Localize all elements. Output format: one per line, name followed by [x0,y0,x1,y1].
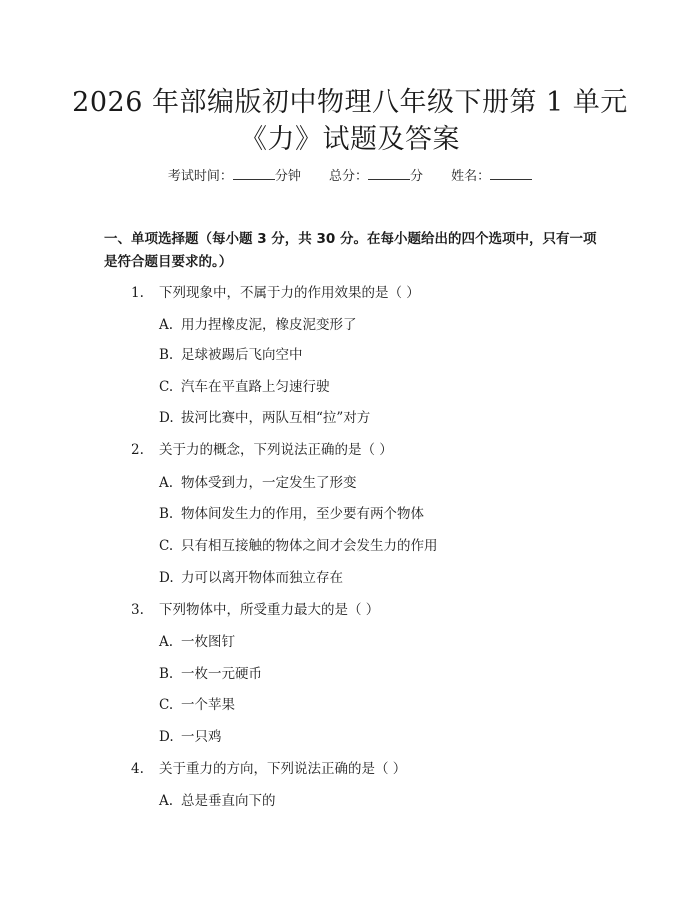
question-3-option-c [159,695,235,715]
option-letter: A. [159,793,174,809]
question-text: 下列现象中，不属于力的作用效果的是（ ） [159,285,420,301]
question-1-option-b [159,345,303,365]
exam-meta [0,167,700,187]
question-3-option-b [159,664,262,684]
question-text: 下列物体中，所受重力最大的是（ ） [159,602,380,618]
question-number: 1. [131,285,144,301]
student-name-label: 姓名： [451,169,491,184]
total-score-unit: 分 [410,169,424,184]
exam-time [168,169,301,184]
question-1-option-a [159,315,357,335]
exam-time-blank [233,167,275,180]
question-2-option-c [159,536,438,556]
question-4-option-a [159,791,276,811]
question-3-option-a [159,632,235,652]
total-score-label: 总分： [328,169,368,184]
question-text: 关于力的概念，下列说法正确的是（ ） [159,442,393,458]
option-letter: B. [159,347,174,363]
page-title-line2: 《力》试题及答案 [240,124,460,155]
page-title-line1: 2026 年部编版初中物理八年级下册第 1 单元 [72,87,628,118]
option-text: 汽车在平直路上匀速行驶 [181,379,330,395]
option-text: 一枚图钉 [181,634,235,650]
question-3-option-d [159,727,222,747]
option-text: 一枚一元硬币 [181,666,262,682]
question-4 [131,759,406,779]
option-text: 拔河比赛中，两队互相“拉”对方 [181,410,371,426]
option-letter: B. [159,506,174,522]
option-letter: C. [159,379,174,395]
question-2-option-b [159,504,424,524]
question-number: 4. [131,761,144,777]
exam-time-unit: 分钟 [274,169,301,184]
question-text: 关于重力的方向，下列说法正确的是（ ） [159,761,407,777]
option-text: 足球被踢后飞向空中 [181,347,303,363]
option-letter: B. [159,666,174,682]
option-text: 只有相互接触的物体之间才会发生力的作用 [181,538,438,554]
total-score [329,169,423,184]
option-text: 一只鸡 [181,729,222,745]
option-text: 力可以离开物体而独立存在 [181,570,343,586]
option-letter: D. [159,410,174,426]
question-number: 3. [131,602,144,618]
question-1 [131,283,420,303]
question-2 [131,440,393,460]
option-letter: A. [159,317,174,333]
question-number: 2. [131,442,144,458]
option-letter: A. [159,634,174,650]
question-2-option-d [159,568,343,588]
option-letter: D. [159,570,174,586]
question-3 [131,600,379,620]
option-text: 总是垂直向下的 [181,793,276,809]
question-1-option-c [159,377,330,397]
option-letter: C. [159,697,174,713]
student-name [451,169,532,184]
question-2-option-a [159,473,357,493]
question-1-option-d [159,408,370,428]
student-name-blank [490,167,532,180]
option-letter: C. [159,538,174,554]
option-letter: A. [159,475,174,491]
option-text: 用力捏橡皮泥，橡皮泥变形了 [181,317,357,333]
option-letter: D. [159,729,174,745]
exam-time-label: 考试时间： [167,169,233,184]
total-score-blank [368,167,410,180]
option-text: 物体受到力，一定发生了形变 [181,475,357,491]
option-text: 一个苹果 [181,697,235,713]
option-text: 物体间发生力的作用，至少要有两个物体 [181,506,424,522]
section-heading: 一、单项选择题（每小题 3 分，共 30 分。在每小题给出的四个选项中，只有一项是符合题目要求的。） [104,231,597,270]
